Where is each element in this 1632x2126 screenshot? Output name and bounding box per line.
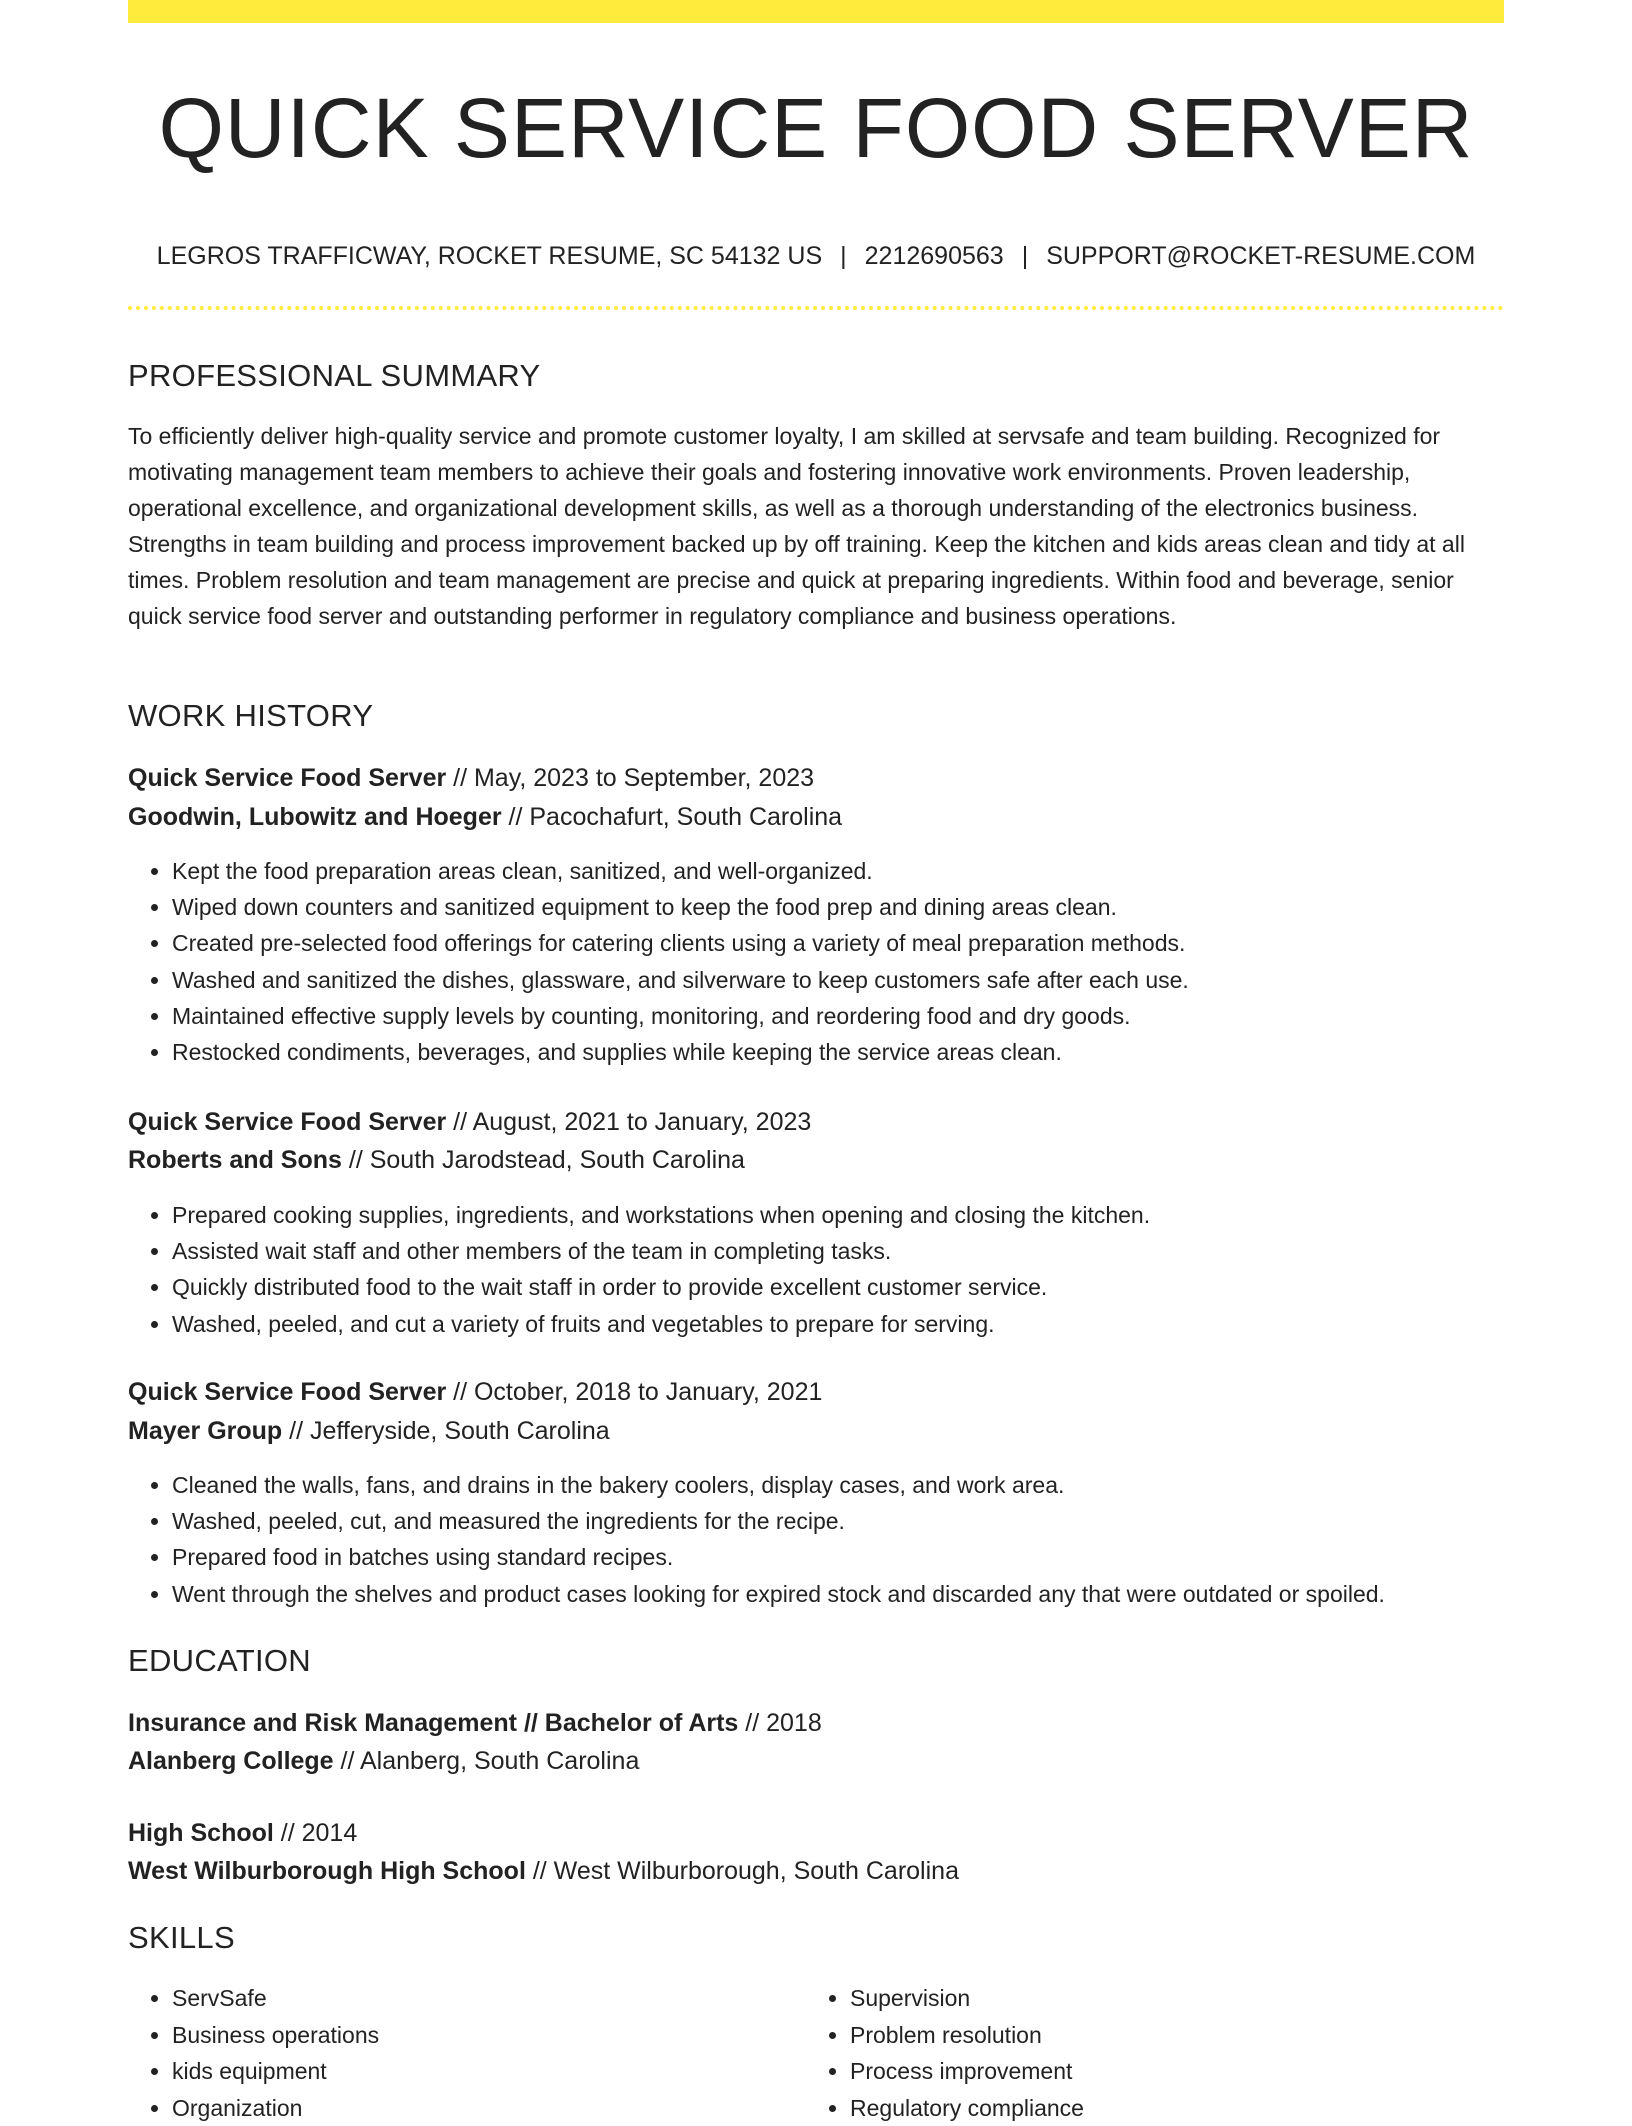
job-position: Quick Service Food Server	[128, 764, 446, 792]
education-school-line	[128, 1742, 639, 1780]
skills-heading: SKILLS	[128, 1918, 235, 1958]
job-bullet: • Prepared cooking supplies, ingredients, and workstations when opening and closing the kitchen.	[172, 1197, 1512, 1233]
job-dates: // May, 2023 to September, 2023	[446, 764, 814, 792]
skill-item: • Supervision	[850, 1980, 1490, 2017]
education-school-line	[128, 1852, 959, 1890]
job-bullet: • Restocked condiments, beverages, and supplies while keeping the service areas clean.	[172, 1034, 1512, 1070]
job-position: Quick Service Food Server	[128, 1108, 446, 1136]
education-heading: EDUCATION	[128, 1641, 311, 1681]
education-degree: High School	[128, 1819, 274, 1847]
job-bullet: • Kept the food preparation areas clean, sanitized, and well-organized.	[172, 853, 1512, 889]
job-company: Goodwin, Lubowitz and Hoeger	[128, 803, 502, 831]
job-bullet: • Quickly distributed food to the wait staff in order to provide excellent customer service.	[172, 1269, 1512, 1305]
job-company-line	[128, 1141, 745, 1179]
contact-separator: |	[1022, 236, 1029, 276]
job-bullet: • Prepared food in batches using standard recipes.	[172, 1539, 1512, 1575]
job-bullet: • Wiped down counters and sanitized equipment to keep the food prep and dining areas clean.	[172, 889, 1512, 925]
skill-item: • Organization	[172, 2090, 792, 2126]
education-degree: Insurance and Risk Management // Bachelor of Arts	[128, 1709, 738, 1737]
job-title-line	[128, 1103, 811, 1141]
job-dates: // August, 2021 to January, 2023	[446, 1108, 811, 1136]
skill-item: • ServSafe	[172, 1980, 792, 2017]
job-dates: // October, 2018 to January, 2021	[446, 1378, 822, 1406]
job-bullet-list	[128, 853, 1512, 1070]
job-location: // South Jarodstead, South Carolina	[342, 1146, 745, 1174]
job-company: Mayer Group	[128, 1417, 282, 1445]
job-position: Quick Service Food Server	[128, 1378, 446, 1406]
job-bullet-list	[128, 1197, 1512, 1342]
education-location: // Alanberg, South Carolina	[334, 1747, 640, 1775]
contact-address: LEGROS TRAFFICWAY, ROCKET RESUME, SC 54132 US	[157, 242, 822, 270]
job-company: Roberts and Sons	[128, 1146, 342, 1174]
job-bullet: • Cleaned the walls, fans, and drains in the bakery coolers, display cases, and work area.	[172, 1467, 1512, 1503]
resume-name: QUICK SERVICE FOOD SERVER	[128, 78, 1504, 178]
job-bullet: • Assisted wait staff and other members of the team in completing tasks.	[172, 1233, 1512, 1269]
contact-phone: 2212690563	[865, 242, 1004, 270]
job-bullet-list	[128, 1467, 1512, 1612]
job-company-line	[128, 798, 842, 836]
job-bullet: • Washed, peeled, and cut a variety of fruits and vegetables to prepare for serving.	[172, 1306, 1512, 1342]
contact-line	[128, 236, 1504, 276]
education-school: West Wilburborough High School	[128, 1857, 526, 1885]
job-bullet: • Washed, peeled, cut, and measured the ingredients for the recipe.	[172, 1503, 1512, 1539]
job-title-line	[128, 759, 814, 797]
skill-item: • Process improvement	[850, 2053, 1490, 2090]
job-location: // Jefferyside, South Carolina	[282, 1417, 610, 1445]
skills-list-left	[128, 1980, 792, 2126]
skill-item: • Business operations	[172, 2017, 792, 2054]
education-degree-line	[128, 1704, 822, 1742]
accent-top-bar	[128, 0, 1504, 23]
dotted-divider	[128, 306, 1504, 310]
job-bullet: • Created pre-selected food offerings for catering clients using a variety of meal preparation methods.	[172, 925, 1512, 961]
education-school: Alanberg College	[128, 1747, 334, 1775]
skills-list-right	[806, 1980, 1490, 2126]
skill-item: • Regulatory compliance	[850, 2090, 1490, 2126]
education-year: // 2018	[738, 1709, 821, 1737]
job-bullet: • Washed and sanitized the dishes, glassware, and silverware to keep customers safe after each use.	[172, 962, 1512, 998]
job-location: // Pacochafurt, South Carolina	[502, 803, 842, 831]
summary-heading: PROFESSIONAL SUMMARY	[128, 356, 541, 396]
job-bullet: • Went through the shelves and product cases looking for expired stock and discarded any that were outdated or spoiled.	[172, 1576, 1512, 1612]
work-history-heading: WORK HISTORY	[128, 696, 373, 736]
job-title-line	[128, 1373, 822, 1411]
skill-item: • kids equipment	[172, 2053, 792, 2090]
education-degree-line	[128, 1814, 357, 1852]
education-year: // 2014	[274, 1819, 357, 1847]
skill-item: • Problem resolution	[850, 2017, 1490, 2054]
contact-email: SUPPORT@ROCKET-RESUME.COM	[1046, 242, 1475, 270]
contact-separator: |	[840, 236, 847, 276]
summary-text: To efficiently deliver high-quality service and promote customer loyalty, I am skilled at servsafe and team building. Recognized for motivating management team members to achieve their goals and fostering innovative work environments. Proven leadership, operational excellence, and organizational development skills, as well as a thorough understanding of the electronics business. Strengths in team building and process improvement backed up by off training. Keep the kitchen and kids areas clean and tidy at all times. Problem resolution and team management are precise and quick at preparing ingredients. Within food and beverage, senior quick service food server and outstanding performer in regulatory compliance and business operations.	[128, 418, 1504, 634]
job-bullet: • Maintained effective supply levels by counting, monitoring, and reordering food and dry goods.	[172, 998, 1512, 1034]
job-company-line	[128, 1412, 610, 1450]
education-location: // West Wilburborough, South Carolina	[526, 1857, 959, 1885]
